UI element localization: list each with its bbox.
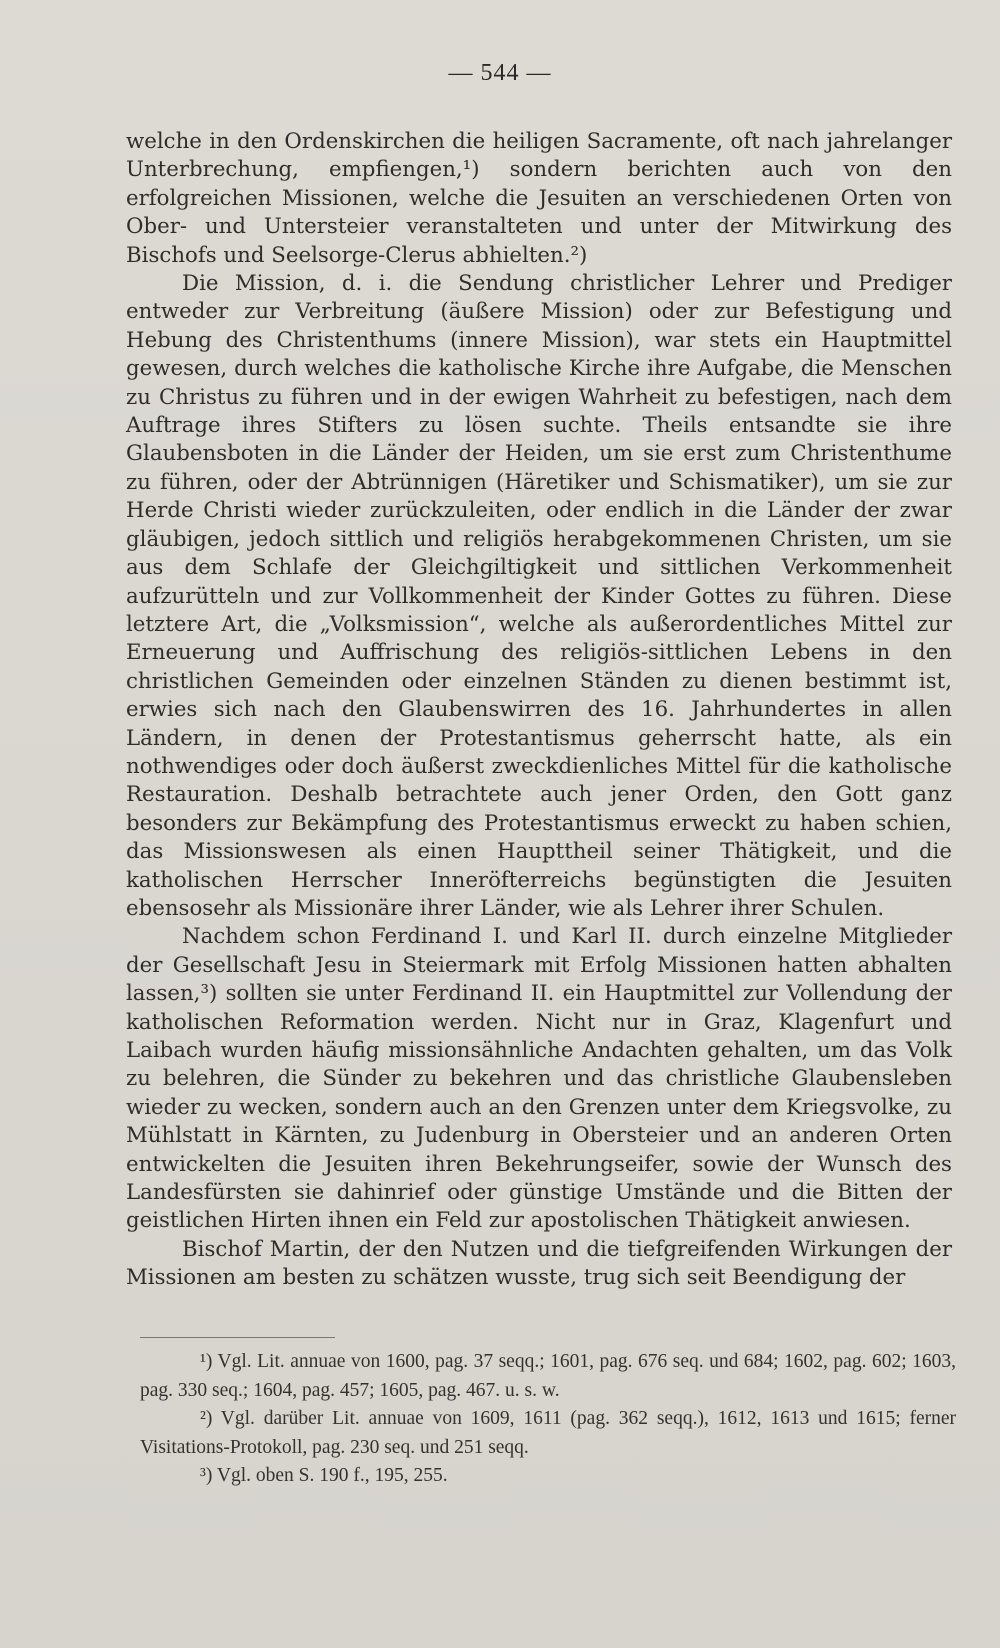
footnotes [140, 1348, 956, 1491]
paragraph-2: Die Mission, d. i. die Sendung christlicher Lehrer und Prediger entweder zur Verbreitung (äußere Mission) oder zur Befestigung und Hebung des Christenthums (innere Mission), war stets ein Hauptmittel gewesen, durch welches die katholische Kirche ihre Aufgabe, die Menschen zu Christus zu führen und in der ewigen Wahrheit zu befestigen, nach dem Auftrage ihres Stifters zu lösen suchte. Theils entsandte sie ihre Glaubensboten in die Länder der Heiden, um sie erst zum Christenthume zu führen, oder der Abtrünnigen (Häretiker und Schismatiker), um sie zur Herde Christi wieder zurückzuleiten, oder endlich in die Länder der zwar gläubigen, jedoch sittlich und religiös herabgekommenen Christen, um sie aus dem Schlafe der Gleichgiltigkeit und sittlichen Verkommenheit aufzurütteln und zur Vollkommenheit der Kinder Gottes zu führen. Diese letztere Art, die „Volksmission“, welche als außerordentliches Mittel zur Erneuerung und Auffrischung des religiös-sittlichen Lebens in den christlichen Gemeinden oder einzelnen Ständen zu dienen bestimmt ist, erwies sich nach den Glaubenswirren des 16. Jahrhundertes in allen Ländern, in denen der Protestantismus geherrscht hatte, als ein nothwendiges oder doch äußerst zweckdienliches Mittel für die katholische Restauration. Deshalb betrachtete auch jener Orden, den Gott ganz besonders zur Bekämpfung des Protestantismus erweckt zu haben schien, das Missionswesen als einen Haupttheil seiner Thätigkeit, und die katholischen Herrscher Inneröfterreichs begünstigten die Jesuiten ebensosehr als Missionäre ihrer Länder, wie als Lehrer ihrer Schulen. [126, 271, 952, 921]
paragraph-4: Bischof Martin, der den Nutzen und die tiefgreifenden Wirkungen der Missionen am besten zu schätzen wusste, trug sich seit Beendigung der [126, 1236, 952, 1291]
paragraph-1: welche in den Ordenskirchen die heiligen Sacramente, oft nach jahrelanger Unterbrechung, empfiengen,¹) sondern berichten auch von den erfolgreichen Missionen, welche die Jesuiten an verschiedenen Orten von Ober- und Untersteier veranstalteten und unter der Mitwirkung des Bischofs und Seelsorge-Clerus abhielten.²) [126, 129, 952, 268]
footnote-3: ³) Vgl. oben S. 190 f., 195, 255. [200, 1465, 448, 1486]
body-text [126, 128, 952, 1293]
footnote-2: ²) Vgl. darüber Lit. annuae von 1609, 1611 (pag. 362 seqq.), 1612, 1613 und 1615; ferner Visitations-Protokoll, pag. 230 seq. und 251 seqq. [140, 1408, 956, 1458]
paragraph-3: Nachdem schon Ferdinand I. und Karl II. durch einzelne Mitglieder der Gesellschaft Jesu in Steiermark mit Erfolg Missionen hatten abhalten lassen,³) sollten sie unter Ferdinand II. ein Hauptmittel zur Vollendung der katholischen Reformation werden. Nicht nur in Graz, Klagenfurt und Laibach wurden häufig missionsähnliche Andachten gehalten, um das Volk zu belehren, die Sünder zu bekehren und das christliche Glaubensleben wieder zu wecken, sondern auch an den Grenzen unter dem Kriegsvolke, zu Mühlstatt in Kärnten, zu Judenburg in Obersteier und an anderen Orten entwickelten die Jesuiten ihren Bekehrungseifer, sowie der Wunsch des Landesfürsten sie dahinrief oder günstige Umstände und die Bitten der geistlichen Hirten ihnen ein Feld zur apostolischen Thätigkeit anwiesen. [126, 924, 952, 1234]
page-number: — 544 — [448, 60, 552, 86]
footnote-1: ¹) Vgl. Lit. annuae von 1600, pag. 37 seqq.; 1601, pag. 676 seq. und 684; 1602, pag. 602; 1603, pag. 330 seq.; 1604, pag. 457; 1605, pag. 467. u. s. w. [140, 1351, 956, 1401]
footnote-divider [140, 1337, 335, 1338]
